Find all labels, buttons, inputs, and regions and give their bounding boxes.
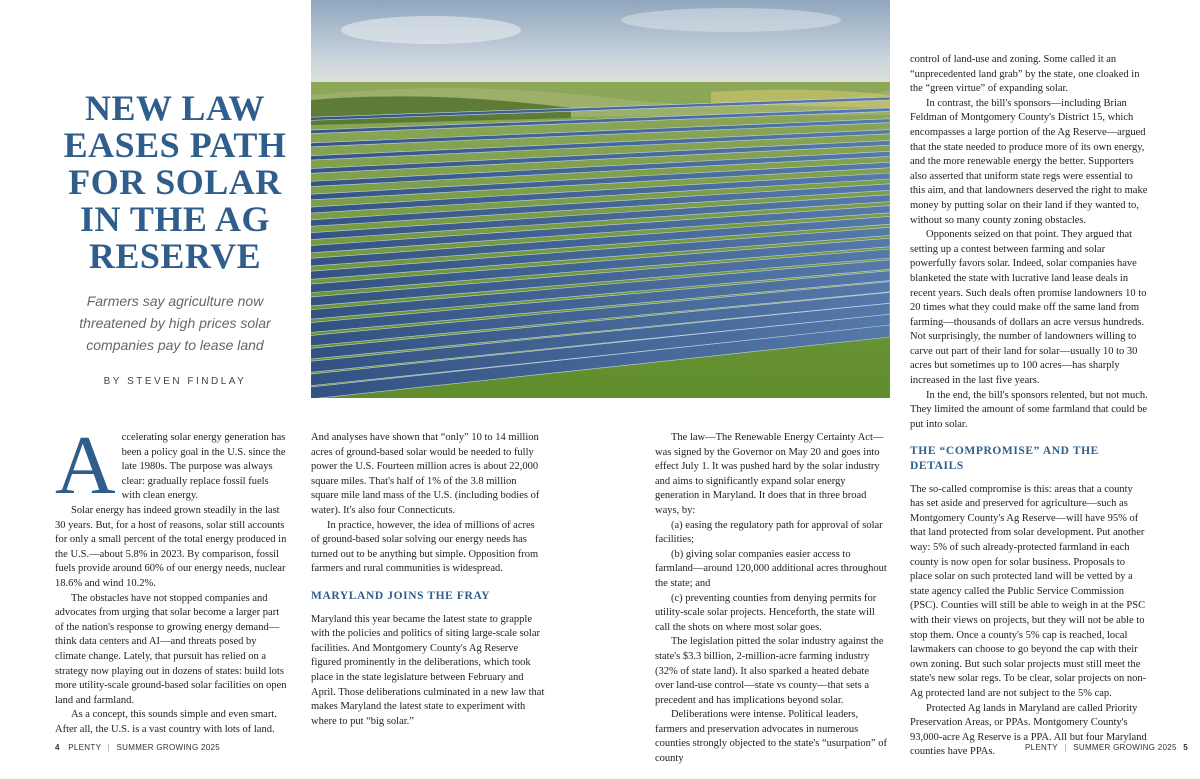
- paragraph: In the end, the bill's sponsors relented, but not much. They limited the amount of some farmland that could be put into solar.: [910, 389, 1148, 430]
- article-headline: NEW LAW EASES PATH FOR SOLAR IN THE AG RESERVE: [63, 88, 287, 276]
- publication-name: PLENTY: [68, 743, 102, 752]
- paragraph: The obstacles have not stopped companies and advocates from urging that solar become a larger part of the nation's response to growing energy demand—think data centers and AI—and threats posed by climate change. Lately, that pursuit has relied on a strategy now playing out in dozens of states: build lots more utility-scale ground-based solar facilities on open land and farmland.: [55, 592, 287, 706]
- paragraph: In contrast, the bill's sponsors—including Brian Feldman of Montgomery County's District 15, which encompasses a large portion of the Ag Reserve—argued that the state needed to produce more of its own energy, and the more renewable energy the better. Supporters also asserted that uniform state regs were essential to this aim, and that landowners deserved the right to make money by putting solar on their land if they wanted to, without so many county zoning obstacles.: [910, 97, 1148, 226]
- paragraph: Maryland this year became the latest state to grapple with the policies and politics of siting large-scale solar facilities. And Montgomery County's Ag Reserve figured prominently in the deliberations, which took place in the state legislature between February and April. Those deliberations culminated in a new law that makes Maryland the latest state to experiment with where to put “big solar.”: [311, 613, 545, 727]
- issue-name: SUMMER GROWING 2025: [116, 743, 221, 752]
- page-number: 5: [1183, 743, 1189, 752]
- paragraph: The law—The Renewable Energy Certainty Act—was signed by the Governor on May 20 and goes into effect July 1. It was pushed hard by the solar industry and aims to significantly expand solar energy generation in Maryland. It does that in three broad ways, by:: [655, 432, 884, 516]
- list-item: (b) giving solar companies easier access to farmland—around 120,000 additional acres throughout the state; and: [655, 548, 887, 589]
- issue-name: SUMMER GROWING 2025: [1073, 743, 1177, 752]
- article-byline: BY STEVEN FINDLAY: [103, 376, 247, 387]
- footer-separator: |: [107, 743, 110, 752]
- body-column-4: [910, 53, 1148, 760]
- paragraph: As a concept, this sounds simple and even smart. After all, the U.S. is a vast country with lots of land.: [55, 709, 277, 735]
- page-footer-left: [55, 743, 220, 752]
- paragraph: Deliberations were intense. Political leaders, farmers and preservation advocates in numerous counties strongly objected to the state's “usurpation” of county: [655, 709, 887, 765]
- paragraph: Solar energy has indeed grown steadily in the last 30 years. But, for a host of reasons, solar still accounts for only a small percent of the total energy produced in the U.S.—about 5.8% in 2023. By comparison, fossil fuels provide around 60% of our energy needs, nuclear 18.6% and wind 10.2%.: [55, 504, 287, 589]
- paragraph: And analyses have shown that “only” 10 to 14 million acres of ground-based solar would be needed to fully power the U.S. Fourteen million acres is about 22,000 square miles. That's half of 1% of the 3.8 million square mile land mass of the U.S. (including bodies of water). It's also four Connecticuts.: [311, 432, 540, 516]
- section-subhead: MARYLAND JOINS THE FRAY: [311, 589, 491, 602]
- footer-separator: |: [1064, 743, 1067, 752]
- list-item: (c) preventing counties from denying permits for utility-scale solar projects. Henceforth, the state will call the shots on where most solar goes.: [655, 592, 877, 633]
- body-column-3: [655, 431, 887, 767]
- solar-farm-photo: [311, 0, 890, 398]
- paragraph: Protected Ag lands in Maryland are called Priority Preservation Areas, or PPAs. Montgomery County's 93,000-acre Ag Reserve is a PPA. All but four Maryland counties have PPAs.: [910, 702, 1147, 758]
- solar-farm-illustration: [311, 0, 890, 398]
- paragraph: In practice, however, the idea of millions of acres of ground-based solar solving our energy needs has turned out to be anything but simple. Opposition from farmers and rural communities is widespread.: [311, 519, 539, 575]
- body-column-2: [311, 431, 546, 729]
- paragraph: control of land-use and zoning. Some called it an “unprecedented land grab” by the state, one cloaked in the “green virtue” of expanding solar.: [910, 54, 1140, 95]
- article-dek: Farmers say agriculture now threatened by high prices solar companies pay to lease land: [79, 293, 271, 353]
- page-footer-right: [1025, 743, 1188, 752]
- section-subhead: THE “COMPROMISE” AND THE DETAILS: [910, 445, 1099, 473]
- paragraph: Opponents seized on that point. They argued that setting up a contest between farming and solar powerfully favors solar. Indeed, solar companies have blanketed the state with lucrative land lease deals in recent years. Such deals often promise landowners 10 to 20 times what they could make off the same land from farming—thousands of dollars an acre versus hundreds. Not surprisingly, the number of landowners willing to carve out part of their land for solar—usually 10 to 30 acres but sometimes up to 100 acres—has sharply increased in the last five years.: [910, 229, 1147, 387]
- paragraph: The so-called compromise is this: areas that a county has set aside and preserved for agriculture—such as Montgomery County's Ag Reserve—will have 95% of that land protected from solar development. Put another way: 5% of such already-protected farmland in each county is now open for solar business. Proposals to place solar on such protected land will be vetted by a state agency called the Public Service Commission (PSC). Counties will still be able to weigh in at the PSC with their views on projects, but they will not be able to stop them. Once a county's 5% cap is reached, local lawmakers can choose to go beyond the cap with their own zoning. But such solar projects must still meet the state's new solar regs. To be clear, solar projects on non-Ag protected land are not subject to the 5% cap.: [910, 483, 1147, 699]
- paragraph: The legislation pitted the solar industry against the state's $3.3 billion, 2-million-acre farming industry (32% of state land). It also sparked a heated debate over land-use control—state vs county—that sets a precedent and has implications beyond solar.: [655, 636, 884, 706]
- list-item: (a) easing the regulatory path for approval of solar facilities;: [655, 519, 883, 546]
- publication-name: PLENTY: [1025, 743, 1058, 752]
- body-column-1: [55, 419, 287, 737]
- page-number: 4: [55, 743, 60, 752]
- drop-cap: A: [55, 419, 116, 512]
- paragraph: ccelerating solar energy generation has been a policy goal in the U.S. since the late 1980s. The purpose was always clear: gradually replace fossil fuels with clean energy.: [121, 432, 286, 502]
